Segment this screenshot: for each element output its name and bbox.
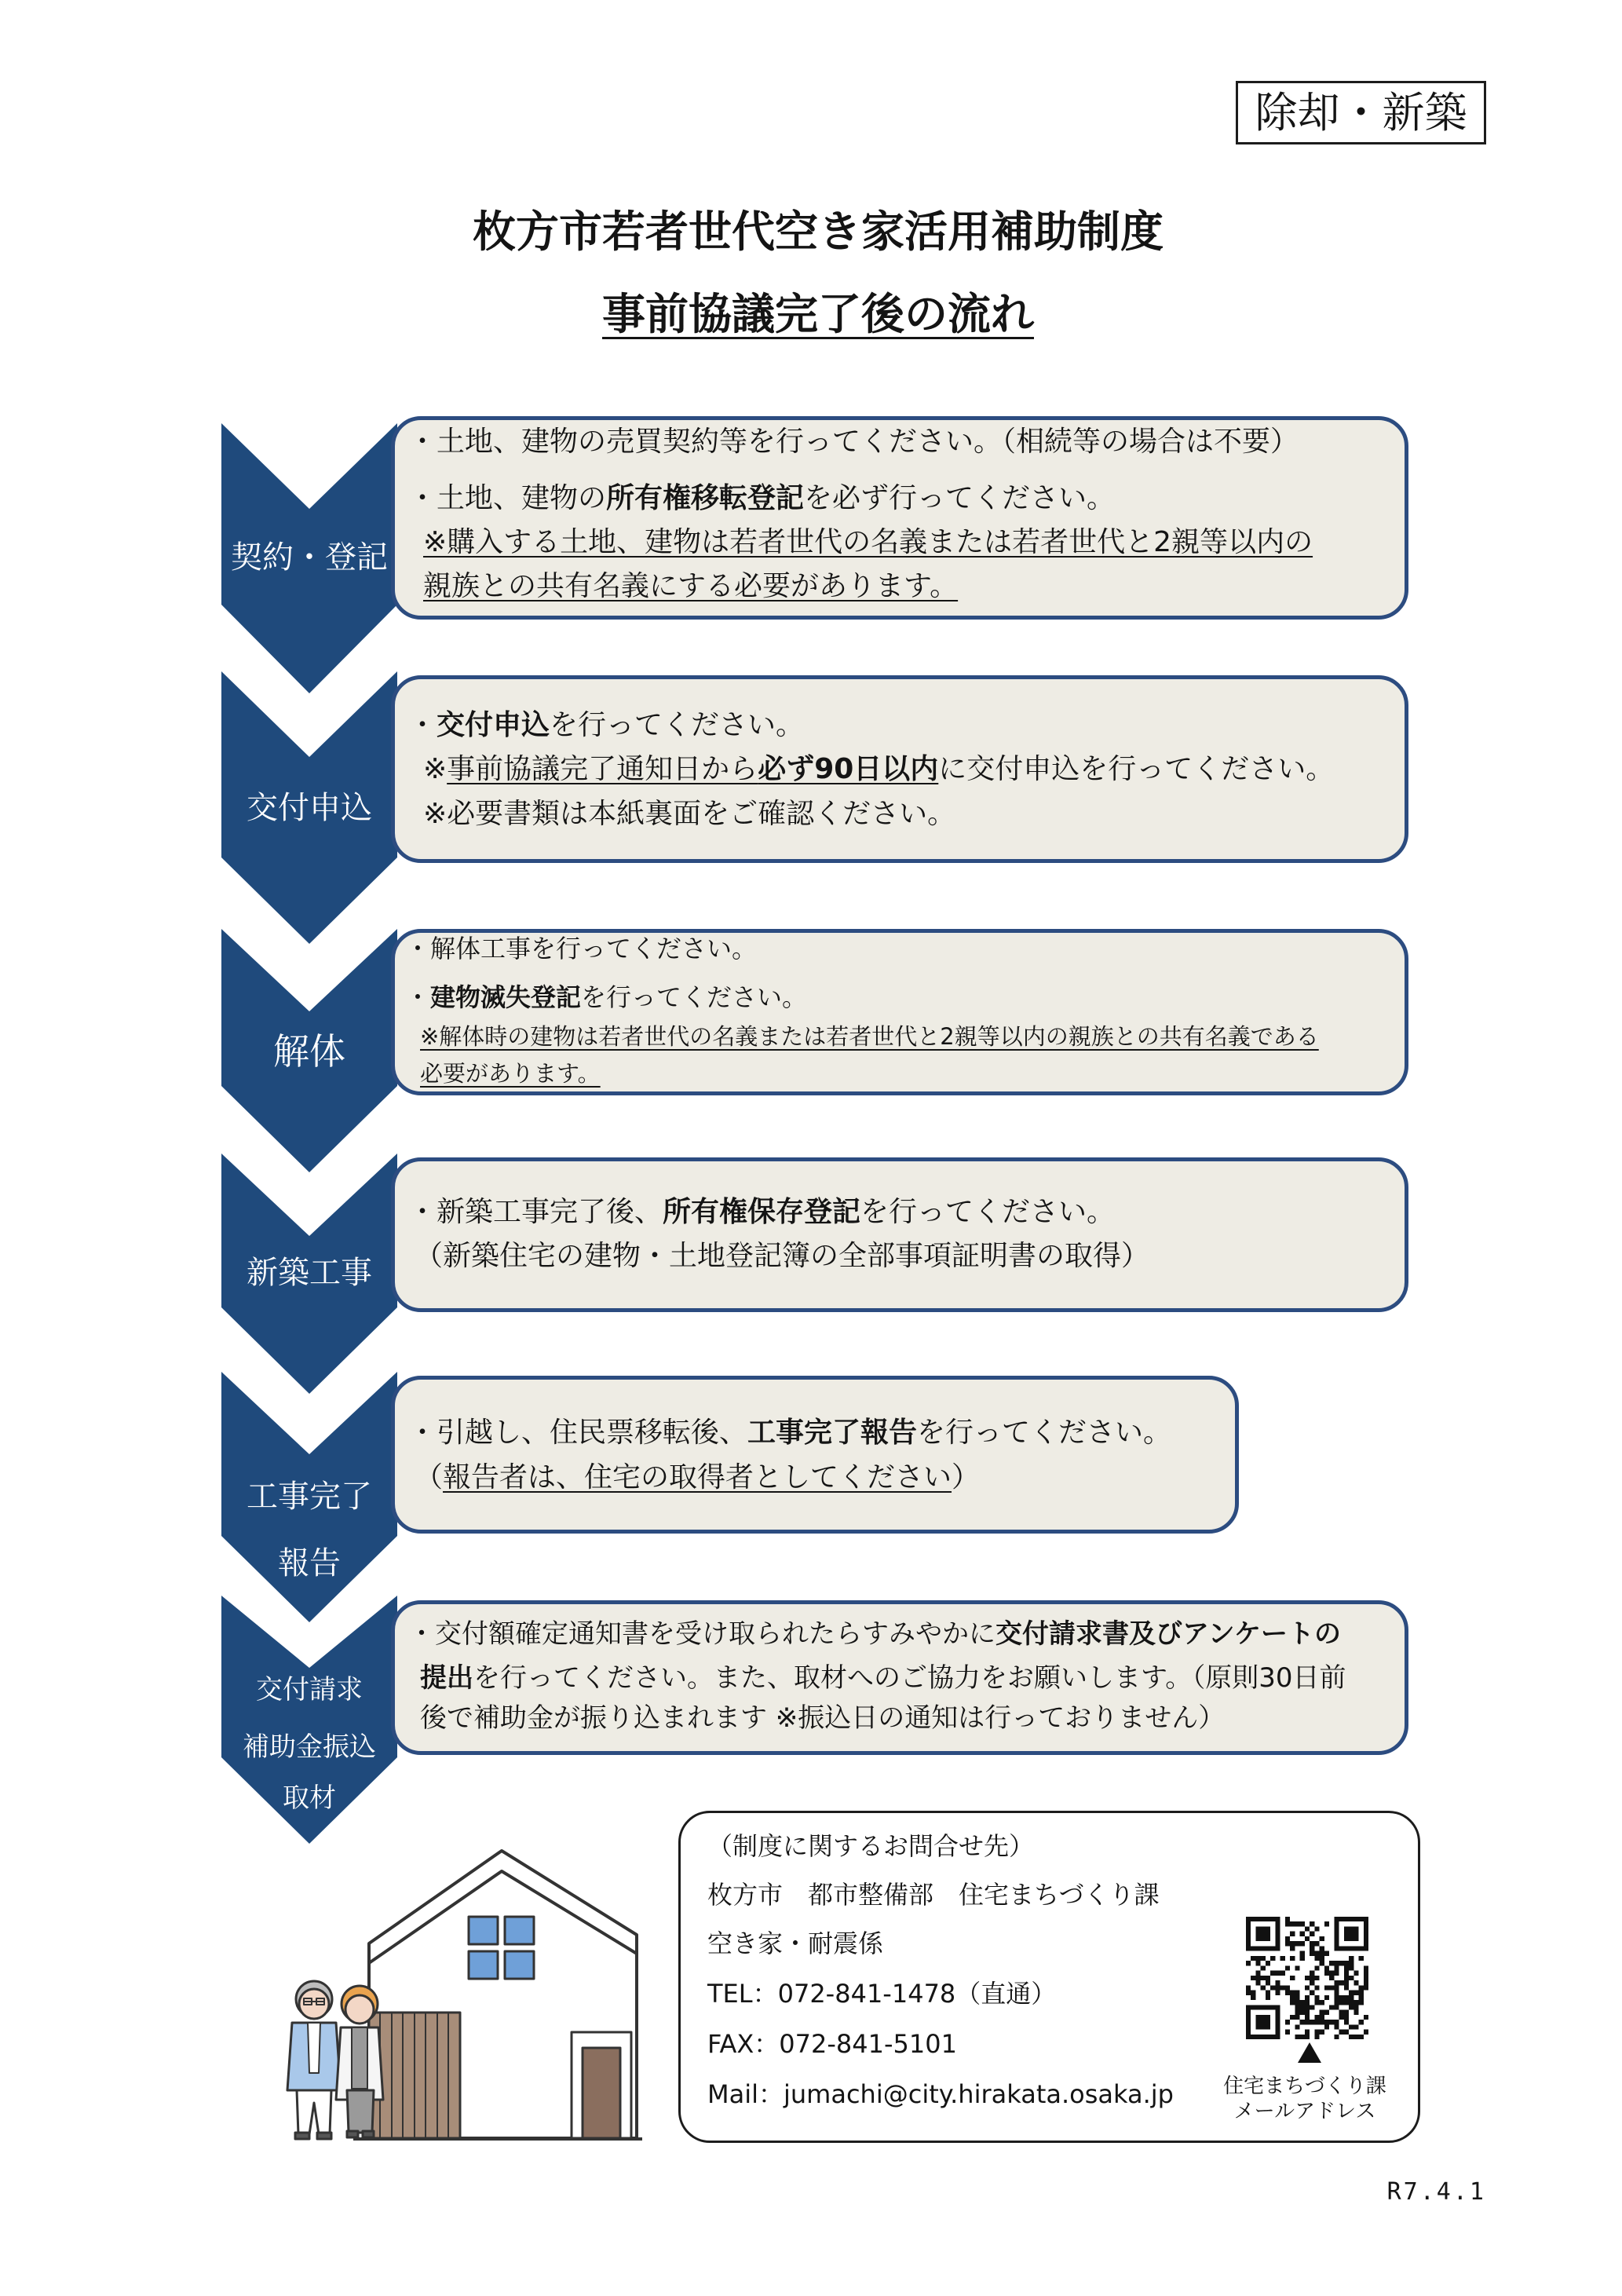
step-line: （報告者は、住宅の取得者としてください） <box>415 1461 981 1493</box>
step-box-payment <box>391 1600 1408 1755</box>
step-line: 後で補助金が振り込まれます ※振込日の通知は行っておりません） <box>420 1702 1226 1734</box>
contact-fax: FAX：072-841-5101 <box>707 2029 957 2059</box>
step-note: ※必要書類は本紙裏面をご確認ください。 <box>423 798 956 830</box>
qr-caption-line: 住宅まちづくり課 <box>1223 2075 1386 2098</box>
contact-mail: Mail：jumachi@city.hirakata.osaka.jp <box>707 2079 1174 2109</box>
qr-code-icon <box>1246 1917 1368 2039</box>
step-label-interview: 取材 <box>283 1782 336 1814</box>
contact-section: 空き家・耐震係 <box>707 1929 884 1958</box>
step-label-transfer: 補助金振込 <box>243 1731 376 1763</box>
step-label-application: 交付申込 <box>247 790 372 826</box>
house <box>353 1851 642 2139</box>
step-note: ※購入する土地、建物は若者世代の名義または若者世代と2親等以内の <box>423 526 1313 558</box>
step-label-construction: 新築工事 <box>247 1255 372 1291</box>
step-note: 親族との共有名義にする必要があります。 <box>423 570 959 602</box>
page-title: 枚方市若者世代空き家活用補助制度 <box>472 207 1164 257</box>
step-line: ・引越し、住民票移転後、工事完了報告を行ってください。 <box>408 1417 1172 1449</box>
person-man <box>287 1981 341 2139</box>
step-line: ・新築工事完了後、所有権保存登記を行ってください。 <box>408 1196 1116 1228</box>
step-line: ・建物滅失登記を行ってください。 <box>405 982 808 1012</box>
triangle-up-icon <box>1298 2042 1321 2063</box>
step-line: 提出を行ってください。また、取材へのご協力をお願いします。（原則30日前 <box>420 1662 1346 1694</box>
step-line: ・解体工事を行ってください。 <box>405 934 758 963</box>
contact-tel: TEL：072-841-1478（直通） <box>707 1979 1057 2009</box>
step-note: 必要があります。 <box>420 1060 601 1087</box>
house-door <box>583 2048 620 2138</box>
step-label-report: 報告 <box>278 1545 341 1581</box>
step-box-demolition <box>391 929 1408 1095</box>
step-line: （新築住宅の建物・土地登記簿の全部事項証明書の取得） <box>415 1240 1150 1272</box>
step-box-construction <box>391 1157 1408 1312</box>
contact-organization: 枚方市 都市整備部 住宅まちづくり課 <box>707 1880 1160 1910</box>
step-line: ・交付額確定通知書を受け取られたらすみやかに交付請求書及びアンケートの <box>408 1618 1341 1650</box>
qr-caption-line: メールアドレス <box>1233 2100 1376 2123</box>
revision-date: R7.4.1 <box>1386 2178 1486 2206</box>
step-label-request: 交付請求 <box>256 1674 363 1706</box>
house-illustration <box>275 1837 644 2152</box>
step-line: ・土地、建物の売買契約等を行ってください。（相続等の場合は不要） <box>408 426 1299 458</box>
step-line: ・交付申込を行ってください。 <box>408 709 805 741</box>
step-label-completion: 工事完了 <box>247 1479 372 1515</box>
category-badge: 除却・新築 <box>1236 81 1486 144</box>
step-label-contract: 契約・登記 <box>231 539 388 576</box>
contact-heading: （制度に関するお問合せ先） <box>707 1831 1035 1861</box>
page-subtitle: 事前協議完了後の流れ <box>601 289 1034 339</box>
step-box-contract <box>391 416 1408 620</box>
step-box-application <box>391 675 1408 863</box>
step-line: ・土地、建物の所有権移転登記を必ず行ってください。 <box>408 482 1116 514</box>
step-note: ※解体時の建物は若者世代の名義または若者世代と2親等以内の親族との共有名義である <box>420 1023 1319 1050</box>
step-note: ※事前協議完了通知日から必ず90日以内に交付申込を行ってください。 <box>423 753 1335 785</box>
contact-box <box>678 1811 1420 2143</box>
step-label-demolition: 解体 <box>273 1030 345 1073</box>
step-box-completion-report <box>391 1376 1239 1534</box>
